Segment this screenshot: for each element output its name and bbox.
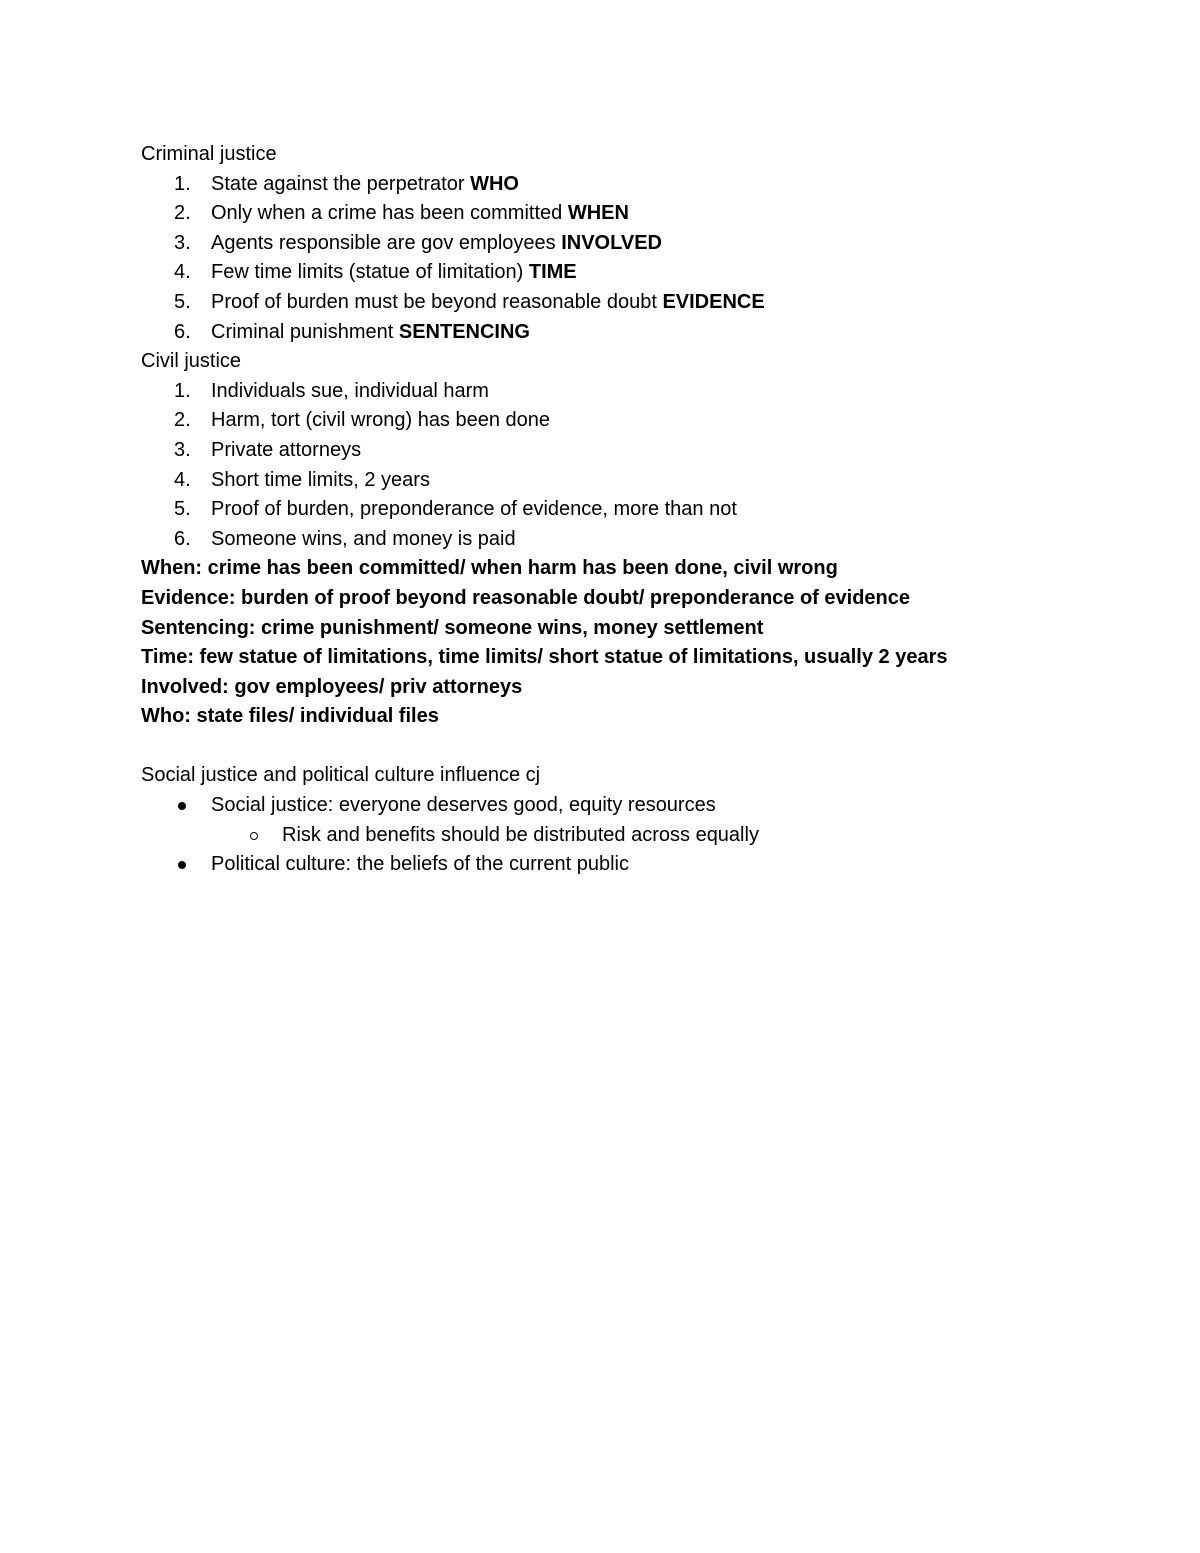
- summary-who: Who: state files/ individual files: [141, 705, 439, 728]
- list-number: 6.: [174, 320, 191, 343]
- list-item-tag: WHEN: [567, 202, 629, 225]
- civil-list-item: [141, 525, 1101, 555]
- list-item-text: Short time limits, 2 years: [211, 468, 430, 491]
- filled-bullet-icon: [178, 802, 186, 810]
- list-item-tag: INVOLVED: [561, 231, 662, 254]
- criminal-list-item: [141, 170, 1101, 200]
- list-number: 3.: [174, 231, 191, 254]
- list-item-text: Someone wins, and money is paid: [211, 527, 516, 550]
- criminal-list-item: [141, 199, 1101, 229]
- list-item-text: Individuals sue, individual harm: [211, 379, 489, 402]
- list-number: 5.: [174, 290, 191, 313]
- filled-bullet-icon: [178, 861, 186, 869]
- summary-time: Time: few statue of limitations, time limits/ short statue of limitations, usually 2 years: [141, 646, 948, 669]
- list-item-text: Only when a crime has been committed: [211, 202, 568, 225]
- civil-list-item: [141, 495, 1101, 525]
- bullet-list-item: [141, 791, 1101, 821]
- summary-involved: Involved: gov employees/ priv attorneys: [141, 675, 523, 698]
- civil-list-item: [141, 436, 1101, 466]
- list-item-text: Risk and benefits should be distributed across equally: [282, 823, 759, 846]
- hollow-bullet-icon: [250, 832, 258, 840]
- sub-bullet-list-item: [141, 821, 1101, 851]
- list-item-tag: EVIDENCE: [662, 290, 765, 313]
- bullet-list-item: [141, 850, 1101, 880]
- list-item-text: Few time limits (statue of limitation): [211, 261, 529, 284]
- list-item-tag: TIME: [528, 261, 577, 284]
- list-item-text: Private attorneys: [211, 438, 362, 461]
- list-number: 3.: [174, 438, 191, 461]
- list-number: 4.: [174, 468, 191, 491]
- civil-list-item: [141, 406, 1101, 436]
- summary-evidence: Evidence: burden of proof beyond reasonable doubt/ preponderance of evidence: [141, 586, 911, 609]
- civil-list-item: [141, 466, 1101, 496]
- list-item-text: Political culture: the beliefs of the current public: [211, 853, 629, 876]
- list-item-tag: WHO: [470, 172, 519, 195]
- civil-list-item: [141, 377, 1101, 407]
- list-item-tag: SENTENCING: [398, 320, 530, 343]
- list-number: 1.: [174, 172, 191, 195]
- list-number: 5.: [174, 498, 191, 521]
- criminal-list-item: [141, 288, 1101, 318]
- list-number: 6.: [174, 527, 191, 550]
- document-body: [141, 140, 1101, 880]
- criminal-list-item: [141, 258, 1101, 288]
- list-item-text: Proof of burden, preponderance of evidence, more than not: [211, 498, 737, 521]
- social-justice-heading: Social justice and political culture influence cj: [141, 764, 541, 787]
- blank-line: [141, 732, 1101, 762]
- summary-when: When: crime has been committed/ when harm has been done, civil wrong: [141, 557, 838, 580]
- list-item-text: Proof of burden must be beyond reasonable doubt: [211, 290, 663, 313]
- civil-justice-heading: Civil justice: [141, 350, 242, 373]
- criminal-list-item: [141, 229, 1101, 259]
- list-number: 2.: [174, 202, 191, 225]
- list-number: 2.: [174, 409, 191, 432]
- list-item-text: Criminal punishment: [211, 320, 399, 343]
- criminal-list-item: [141, 318, 1101, 348]
- list-number: 1.: [174, 379, 191, 402]
- list-item-text: Social justice: everyone deserves good, equity resources: [211, 794, 716, 817]
- list-number: 4.: [174, 261, 191, 284]
- list-item-text: Agents responsible are gov employees: [211, 231, 562, 254]
- list-item-text: State against the perpetrator: [211, 172, 471, 195]
- criminal-justice-heading: Criminal justice: [141, 143, 277, 165]
- list-item-text: Harm, tort (civil wrong) has been done: [211, 409, 551, 432]
- summary-sentencing: Sentencing: crime punishment/ someone wins, money settlement: [141, 616, 764, 639]
